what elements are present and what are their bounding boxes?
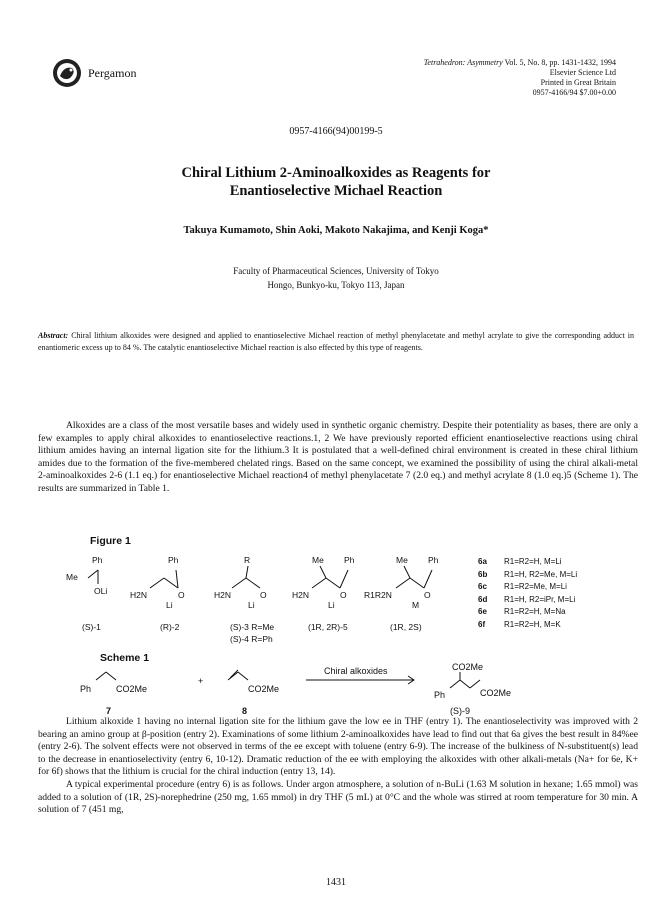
scheme-ph-2: Ph [434,690,446,700]
struct-label: O [424,590,431,600]
struct-label: Me [396,555,408,565]
publisher-line: Elsevier Science Ltd [549,68,616,77]
struct-label: Me [66,572,78,582]
paragraph-3: A typical experimental procedure (entry 6) is as follows. Under argon atmosphere, a solution of n-BuLi (1.63 M solution in hexane; 1.65 mmol) was added to a solution of (1R, 2S)-norephedrine (250 mg, 1.65 mmol) in dry THF (5 mL) at 0°C and the whole was stirred at room temperature for 30 min. A solution of 7 (451 mg, [38,778,638,816]
body-section-1 [38,420,638,496]
affiliation-line-1: Faculty of Pharmaceutical Sciences, University of Tokyo [233,266,439,276]
struct-label: R1R2N [364,590,392,600]
paragraph-2: Lithium alkoxide 1 having no internal ligation site for the lithium gave the low ee in THF (entry 1). The enantioselectivity was improved with 2 bearing an amino group at β-position (entry 2). Examinations of some lithium 2-aminoalkoxides have lead to find out that 6a gives the best result in 84%ee (entry 2-6). The solvent effects were not observed in terms of the ee except with toluene (entry 6-9). The increase of the bulkiness of N-substituent(s) lead to the decrease in enantioselectivity (entry 6, 10-12). Dramatic reduction of the ee with employing the alkoxides with other alkali-metals (Na+ for 6e, K+ for 6f) shows that the lithium is crucial for the chiral induction (entry 13, 14). [38,716,638,778]
legend-row: 6c R1=R2=Me, M=Li [478,582,567,591]
compound-9-number: (S)-9 [450,706,470,716]
legend-row: 6d R1=H, R2=iPr, M=Li [478,594,576,604]
title-line-2: Enantioselective Michael Reaction [229,183,443,199]
struct-label: OLi [94,586,108,596]
struct-label: Me [312,555,324,565]
legend-row: 6e R1=R2=H, M=Na [478,607,566,616]
publisher-logo [52,58,82,88]
page-number: 1431 [326,877,346,888]
legend-row: 6f R1=R2=H, M=K [478,619,561,629]
scheme-co2me-4: CO2Me [480,688,512,698]
issn-line: 0957-4166/94 $7.00+0.00 [532,88,616,97]
legend-row: 6b R1=H, R2=Me, M=Li [478,569,578,579]
struct-label: Ph [92,555,103,565]
struct-label: O [260,590,267,600]
compound-caption: (S)-4 R=Ph [230,634,273,644]
abstract [38,330,634,353]
struct-label: Li [166,600,173,610]
journal-name: Tetrahedron: Asymmetry [423,58,503,67]
struct-label: Ph [168,555,179,565]
journal-volume: Vol. 5, No. 8, pp. 1431-1432, 1994 [502,58,616,67]
abstract-text: Chiral lithium alkoxides were designed and applied to enantioselective Michael reaction of methyl phenylacetate and methyl acrylate to give the corresponding adduct in enantiomeric excess up to 84 %. The catalytic enantioselective Michael reaction is also effected by this type of reagents. [38,331,634,352]
compound-caption: (S)-3 R=Me [230,622,275,632]
compound-6-legend [478,556,577,631]
scheme-ph-1: Ph [80,684,92,694]
struct-label: Ph [344,555,355,565]
scheme-plus: + [198,676,204,686]
journal-header [296,58,616,98]
struct-label: H2N [214,590,232,600]
paper-title [60,164,612,200]
arrow-label: Chiral alkoxides [324,666,388,676]
printed-line: Printed in Great Britain [540,78,616,87]
struct-label: O [340,590,347,600]
affiliation-line-2: Hongo, Bunkyo-ku, Tokyo 113, Japan [267,280,405,290]
compound-caption: (1R, 2S) [390,622,422,632]
scheme-1-reaction [80,662,560,718]
body-section-2 [38,716,638,817]
doi: 0957-4166(94)00199-5 [289,126,383,137]
affiliation [60,264,612,292]
scheme-co2me-3: CO2Me [452,662,484,672]
struct-label: M [412,600,420,610]
struct-label: O [178,590,185,600]
struct-label: R [244,555,251,565]
scheme-co2me-1: CO2Me [116,684,148,694]
compound-caption: (R)-2 [160,622,180,632]
figure-label: Figure 1 [90,535,131,547]
publisher-name: Pergamon [88,66,137,80]
compound-7-number: 7 [106,706,112,716]
legend-row: 6a R1=R2=H, M=Li [478,557,562,566]
struct-label: Ph [428,555,439,565]
abstract-label: Abstract: [38,331,69,340]
scheme-label: Scheme 1 [100,652,150,664]
figure-1-structures [60,548,480,648]
paragraph-1: Alkoxides are a class of the most versatile bases and widely used in synthetic organic chemistry. Despite their potentiality as bases, there are only a few examples to apply chiral alkoxides to enantioselective reactions.1, 2 We have previously reported efficient enantioselective reactions using chiral lithium amides having an internal ligation site for the lithium.3 It is postulated that a well-defined chiral environment is created in these chiral lithium amides due to the formation of the five-membered chelated rings. Based on the same concept, we examined the possibility of using the chiral alkali-metal 2-aminoalkoxides 2-6 (1.1 eq.) for enantioselective Michael reaction4 of methyl phenylacetate 7 (2.0 eq.) and methyl acrylate 8 (1.0 eq.)5 (Scheme 1). The results are summarized in Table 1. [38,420,638,494]
compound-caption: (S)-1 [82,622,101,632]
compound-caption: (1R, 2R)-5 [308,622,348,632]
scheme-co2me-2: CO2Me [248,684,280,694]
compound-8-number: 8 [242,706,248,716]
struct-label: H2N [292,590,310,600]
struct-label: Li [248,600,255,610]
struct-label: Li [328,600,335,610]
authors: Takuya Kumamoto, Shin Aoki, Makoto Nakajima, and Kenji Koga* [183,225,489,236]
struct-label: H2N [130,590,148,600]
title-line-1: Chiral Lithium 2-Aminoalkoxides as Reagents for [181,165,491,181]
